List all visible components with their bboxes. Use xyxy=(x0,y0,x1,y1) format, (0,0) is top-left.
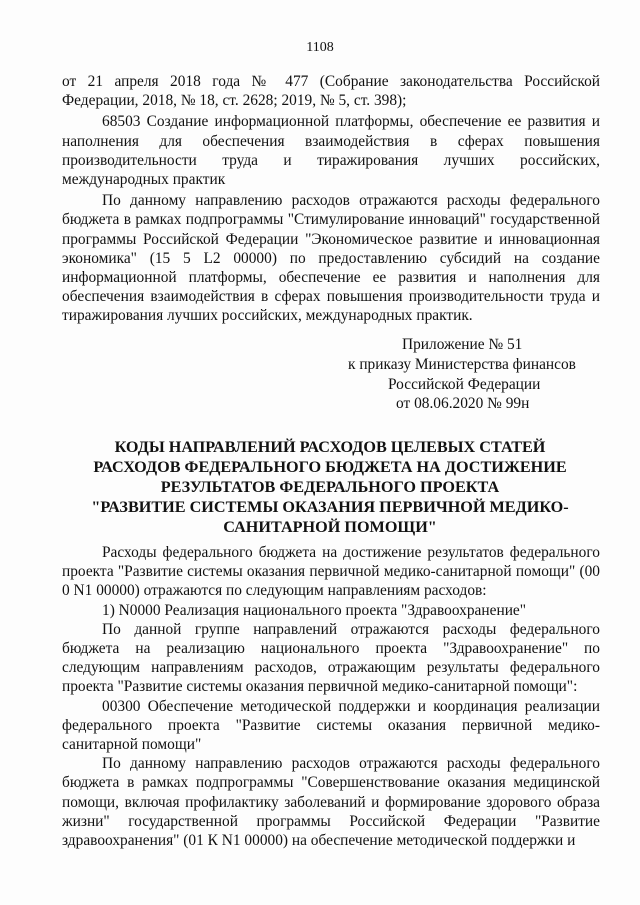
paragraph-code-00300: 00300 Обеспечение методической поддержки и координация реализации федерального проекта "Развитие системы оказания первичной медико-санитарной помощи" xyxy=(62,697,600,754)
title-line: РАСХОДОВ ФЕДЕРАЛЬНОГО БЮДЖЕТА НА ДОСТИЖЕНИЕ xyxy=(93,458,567,476)
appendix-number: Приложение № 51 xyxy=(402,336,523,353)
paragraph-code-68503: 68503 Создание информационной платформы, обеспечение ее развития и наполнения для обеспечения взаимодействия в сферах повышения производительности труда и тиражирования лучших российских, международных практик xyxy=(62,113,600,189)
appendix-ministry: Российской Федерации xyxy=(388,375,541,393)
paragraph-n0000: 1) N0000 Реализация национального проекта "Здравоохранение" xyxy=(102,601,527,619)
appendix-date: от 08.06.2020 № 99н xyxy=(396,395,530,413)
title-line: "РАЗВИТИЕ СИСТЕМЫ ОКАЗАНИЯ ПЕРВИЧНОЙ МЕДИКО- xyxy=(91,498,569,516)
appendix-order: к приказу Министерства финансов xyxy=(348,355,576,373)
paragraph-n0000-description: По данной группе направлений отражаются расходы федерального бюджета на реализацию национального проекта "Здравоохранение" по следующим направлениям расходов, отражающим результаты федерального проекта "Развитие системы оказания первичной медико-санитарной помощи": xyxy=(62,620,600,696)
page-number: 1108 xyxy=(306,40,334,55)
document-title xyxy=(60,437,600,537)
paragraph-code-68503-description: По данному направлению расходов отражаются расходы федерального бюджета в рамках подпрограммы "Стимулирование инноваций" государственной программы Российской Федерации "Экономическое развитие и инновационная экономика" (15 5 L2 00000) по предоставлению субсидий на создание информационной платформы, обеспечение ее развития и наполнения для обеспечения взаимодействия в сферах повышения производительности труда и тиражирования лучших российских, международных практик. xyxy=(62,192,600,325)
paragraph-law-reference: от 21 апреля 2018 года № 477 (Собрание законодательства Российской Федерации, 2018, № 18, ст. 2628; 2019, № 5, ст. 398); xyxy=(62,73,600,110)
title-line: РЕЗУЛЬТАТОВ ФЕДЕРАЛЬНОГО ПРОЕКТА xyxy=(160,478,500,496)
top-section xyxy=(62,72,600,326)
title-line: САНИТАРНОЙ ПОМОЩИ" xyxy=(223,518,437,536)
bottom-section xyxy=(62,543,600,850)
paragraph-code-00300-description: По данному направлению расходов отражаются расходы федерального бюджета в рамках подпрограммы "Совершенствование оказания медицинской помощи, включая профилактику заболеваний и формирование здорового образа жизни" государственной программы Российской Федерации "Развитие здравоохранения" (01 К N1 00000) на обеспечение методической поддержки и xyxy=(62,755,600,850)
appendix-block xyxy=(300,335,640,414)
title-line: КОДЫ НАПРАВЛЕНИЙ РАСХОДОВ ЦЕЛЕВЫХ СТАТЕЙ xyxy=(114,438,546,456)
paragraph-intro: Расходы федерального бюджета на достижение результатов федерального проекта "Развитие системы оказания первичной медико-санитарной помощи" (00 0 N1 00000) отражаются по следующим направлениям расходов: xyxy=(62,544,600,600)
